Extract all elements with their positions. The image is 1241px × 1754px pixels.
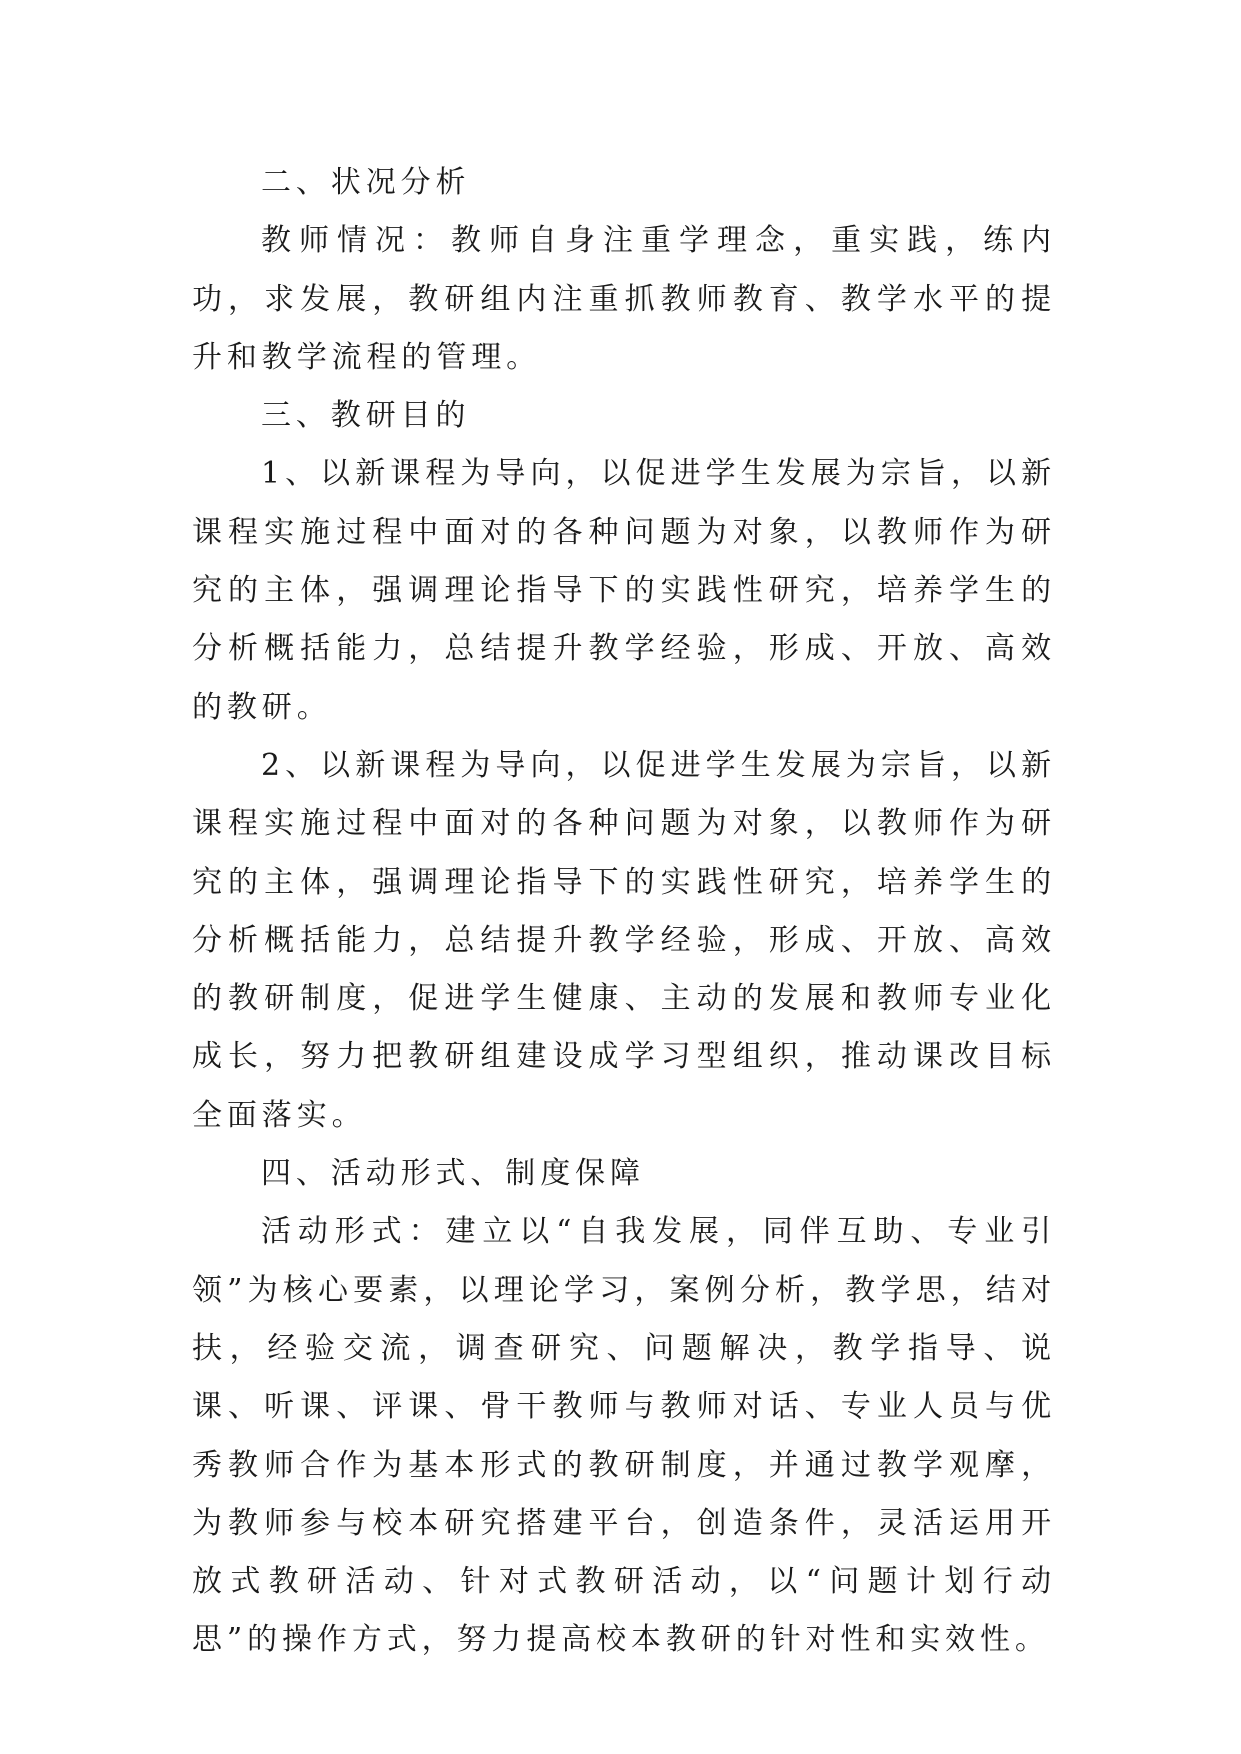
heading-situation-analysis: 二、状况分析 bbox=[261, 165, 471, 200]
document-body bbox=[192, 154, 1056, 1670]
heading-research-goals: 三、教研目的 bbox=[261, 398, 471, 434]
paragraph-teacher-situation: 教师情况：教师自身注重学理念，重实践，练内功，求发展，教研组内注重抓教师教育、教学水平的提升和教学流程的管理。 bbox=[192, 223, 1056, 375]
paragraph-goal-1: 1、以新课程为导向，以促进学生发展为宗旨，以新课程实施过程中面对的各种问题为对象，以教师作为研究的主体，强调理论指导下的实践性研究，培养学生的分析概括能力，总结提升教学经验，形成、开放、高效的教研。 bbox=[192, 456, 1056, 725]
heading-activity-forms: 四、活动形式、制度保障 bbox=[261, 1156, 645, 1192]
paragraph-goal-2: 2、以新课程为导向，以促进学生发展为宗旨，以新课程实施过程中面对的各种问题为对象，以教师作为研究的主体，强调理论指导下的实践性研究，培养学生的分析概括能力，总结提升教学经验，形成、开放、高效的教研制度，促进学生健康、主动的发展和教师专业化成长，努力把教研组建设成学习型组织，推动课改目标全面落实。 bbox=[192, 747, 1056, 1133]
paragraph-activity-forms: 活动形式：建立以“自我发展，同伴互助、专业引领”为核心要素，以理论学习，案例分析，教学思，结对扶，经验交流，调查研究、问题解决，教学指导、说课、听课、评课、骨干教师与教师对话、专业人员与优秀教师合作为基本形式的教研制度，并通过教学观摩，为教师参与校本研究搭建平台，创造条件，灵活运用开放式教研活动、针对式教研活动，以“问题计划行动思”的操作方式，努力提高校本教研的针对性和实效性。 bbox=[192, 1214, 1056, 1658]
